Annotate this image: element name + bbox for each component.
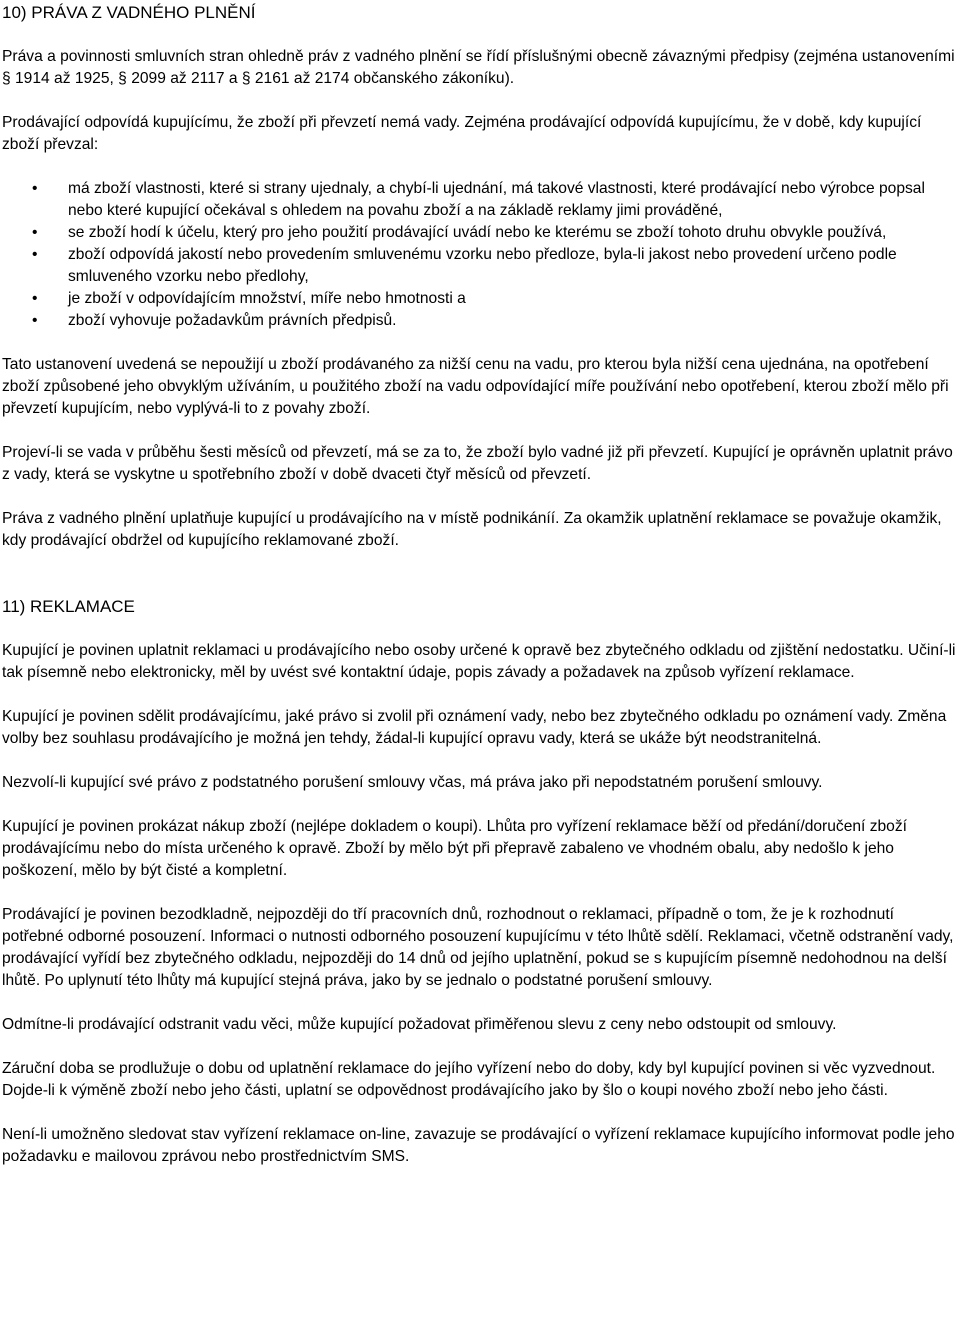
section-11-paragraph-8: Není-li umožněno sledovat stav vyřízení reklamace on-line, zavazuje se prodávající o vyřízení reklamace kupujícího informovat podle jeho požadavku e mailovou zprávou nebo prostřednictvím SMS.	[2, 1126, 955, 1165]
section-11-paragraph-6: Odmítne-li prodávající odstranit vadu věci, může kupující požadovat přiměřenou slevu z ceny nebo odstoupit od smlouvy.	[2, 1016, 837, 1033]
list-item	[2, 288, 958, 310]
list-item-text: má zboží vlastnosti, které si strany ujednaly, a chybí-li ujednání, má takové vlastnosti, které prodávající nebo výrobce popsal nebo které kupující očekával s ohledem na povahu zboží a na základě reklamy jimi prováděné,	[68, 180, 925, 219]
bullet-icon: •	[32, 246, 38, 263]
section-gap	[2, 574, 958, 596]
section-11-paragraph-4: Kupující je povinen prokázat nákup zboží (nejlépe dokladem o koupi). Lhůta pro vyřízení reklamace běží od předání/doručení zboží prodávajícímu nebo do místa určeného k opravě. Zboží by mělo být při přepravě zabaleno ve vhodném obalu, aby nedošlo k jeho poškození, mělo by být čisté a kompletní.	[2, 818, 907, 879]
section-11-paragraph-5: Prodávající je povinen bezodkladně, nejpozději do tří pracovních dnů, rozhodnout o reklamaci, případně o tom, že je k rozhodnutí potřebné odborné posouzení. Informaci o nutnosti odborného posouzení kupujícímu v této lhůtě sdělí. Reklamaci, včetně odstranění vady, prodávající vyřídí bez zbytečného odkladu, nejpozději do 14 dnů od jejího uplatnění, pokud se s kupujícím písemně nedohodnou na delší lhůtě. Po uplynutí této lhůty má kupující stejná práva, jako by se jednalo o podstatné porušení smlouvy.	[2, 906, 954, 989]
section-10-paragraph-4: Projeví-li se vada v průběhu šesti měsíců od převzetí, má se za to, že zboží bylo vadné již při převzetí. Kupující je oprávněn uplatnit právo z vady, která se vyskytne u spotřebního zboží v době dvaceti čtyř měsíců od převzetí.	[2, 444, 953, 483]
list-item-text: je zboží v odpovídajícím množství, míře nebo hmotnosti a	[68, 290, 466, 307]
section-10-heading: 10) PRÁVA Z VADNÉHO PLNĚNÍ	[2, 3, 256, 22]
list-item	[2, 222, 958, 244]
section-11-paragraph-2: Kupující je povinen sdělit prodávajícímu, jaké právo si zvolil při oznámení vady, nebo bez zbytečného odkladu po oznámení vady. Změna volby bez souhlasu prodávajícího je možná jen tehdy, žádal-li kupující opravu vady, která se ukáže být neodstranitelná.	[2, 708, 947, 747]
section-10-paragraph-1: Práva a povinnosti smluvních stran ohledně práv z vadného plnění se řídí příslušnými obecně závaznými předpisy (zejména ustanoveními § 1914 až 1925, § 2099 až 2117 a § 2161 až 2174 občanského zákoníku).	[2, 48, 955, 87]
list-item-text: se zboží hodí k účelu, který pro jeho použití prodávající uvádí nebo ke kterému se zboží tohoto druhu obvykle používá,	[68, 224, 887, 241]
list-item	[2, 178, 958, 222]
section-10-paragraph-5: Práva z vadného plnění uplatňuje kupující u prodávajícího na v místě podnikáníí. Za okamžik uplatnění reklamace se považuje okamžik, kdy prodávající obdržel od kupujícího reklamované zboží.	[2, 510, 942, 549]
section-11-paragraph-1: Kupující je povinen uplatnit reklamaci u prodávajícího nebo osoby určené k opravě bez zbytečného odkladu od zjištění nedostatku. Učiní-li tak písemně nebo elektronicky, měl by uvést své kontaktní údaje, popis závady a požadavek na způsob vyřízení reklamace.	[2, 642, 956, 681]
bullet-icon: •	[32, 290, 38, 307]
document-page	[2, 2, 958, 1168]
bullet-icon: •	[32, 224, 38, 241]
section-11-heading: 11) REKLAMACE	[2, 597, 135, 616]
list-item-text: zboží vyhovuje požadavkům právních předpisů.	[68, 312, 397, 329]
bullet-icon: •	[32, 312, 38, 329]
section-11-paragraph-7: Záruční doba se prodlužuje o dobu od uplatnění reklamace do jejího vyřízení nebo do doby, kdy byl kupující povinen si věc vyzvednout. Dojde-li k výměně zboží nebo jeho části, uplatní se odpovědnost prodávajícího jako by šlo o koupi nového zboží nebo jeho části.	[2, 1060, 936, 1099]
bullet-icon: •	[32, 180, 38, 197]
section-11-paragraph-3: Nezvolí-li kupující své právo z podstatného porušení smlouvy včas, má práva jako při nepodstatném porušení smlouvy.	[2, 774, 823, 791]
section-10-paragraph-2: Prodávající odpovídá kupujícímu, že zboží při převzetí nemá vady. Zejména prodávající odpovídá kupujícímu, že v době, kdy kupující zboží převzal:	[2, 114, 922, 153]
section-10-paragraph-3: Tato ustanovení uvedená se nepoužijí u zboží prodávaného za nižší cenu na vadu, pro kterou byla nižší cena ujednána, na opotřebení zboží způsobené jeho obvyklým užíváním, u použitého zboží na vadu odpovídající míře používání nebo opotřebení, kterou zboží mělo při převzetí kupujícím, nebo vyplývá-li to z povahy zboží.	[2, 356, 949, 417]
list-item-text: zboží odpovídá jakostí nebo provedením smluvenému vzorku nebo předloze, byla-li jakost nebo provedení určeno podle smluveného vzorku nebo předlohy,	[68, 246, 897, 285]
conformity-list	[2, 178, 958, 332]
list-item	[2, 310, 958, 332]
list-item	[2, 244, 958, 288]
